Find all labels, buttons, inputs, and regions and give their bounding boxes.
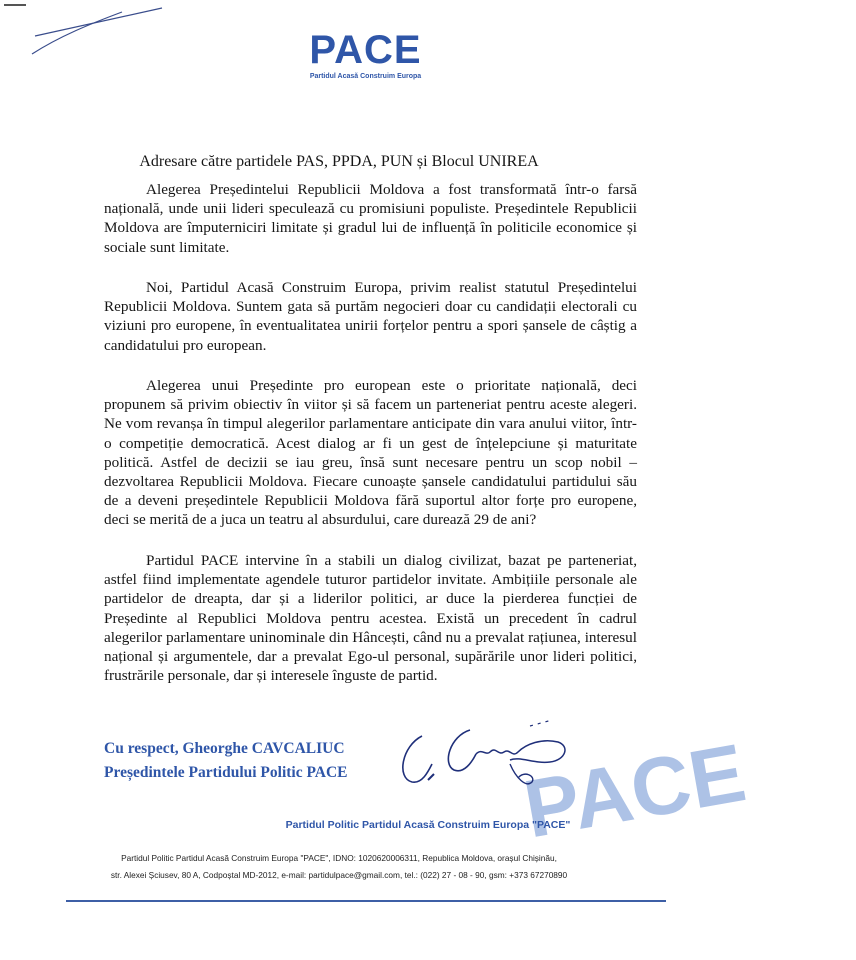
logo-abbr: PACE [309, 28, 422, 72]
closing-title: Președintele Partidului Politic PACE [104, 764, 348, 781]
paragraph-1: Alegerea Președintelui Republicii Moldova a fost transformată într-o farsă națională, unde unii lideri speculează cu promisiuni populiste. Președintele Republicii Moldova are împuterniciri limitate și gradul lui de influență în politicile economice și sociale sunt limitate. [104, 181, 637, 256]
signature [392, 708, 592, 798]
top-rule [4, 4, 26, 6]
paragraph-4: Partidul PACE intervine în a stabili un dialog civilizat, bazat pe parteneriat, astfel fiind implementate agendele tuturor partidelor invitate. Ambițiile personale ale partidelor de dreapta, dar și a liderilor politici, ar duce la pierderea funcției de Președinte al Republici Moldova pentru acestea. Există un precedent în cadrul alegerilor parlamentare uninominale din Hâncești, când nu a prevalat rațiunea, interesul național și argumentele, dar a prevalat Ego-ul personal, supărările unor lideri politici, frustrările personale, dar și interesele înguste de partid. [104, 552, 637, 685]
pen-stroke-mark [30, 6, 170, 61]
footer-contact: str. Alexei Șciusev, 80 A, Codpoștal MD-2012, e-mail: partidulpace@gmail.com, tel.: (022) 27 - 08 - 90, gsm: +373 67270890 [110, 870, 568, 880]
stamp-text: PACE [517, 727, 752, 856]
closing-greeting: Cu respect, Gheorghe CAVCALIUC [104, 740, 345, 757]
letter-title: Adresare către partidele PAS, PPDA, PUN și Blocul UNIREA [139, 153, 539, 170]
footer-registration: Partidul Politic Partidul Acasă Construim Europa "PACE", IDNO: 1020620006311, Republica Moldova, orașul Chișinău, [121, 853, 557, 863]
logo-full-name: Partidul Acasă Construim Europa [309, 73, 422, 80]
party-logo [298, 28, 433, 81]
footer-divider [66, 900, 666, 902]
paragraph-2: Noi, Partidul Acasă Construim Europa, privim realist statutul Președintelui Republicii Moldova. Suntem gata să purtăm negocieri doar cu candidații electorali cu viziuni pro europene, în eventualitatea unirii forțelor pentru a spori șansele de câștig a candidatului pro european. [104, 279, 637, 354]
footer-organization: Partidul Politic Partidul Acasă Construim Europa "PACE" [285, 819, 571, 831]
paragraph-3: Alegerea unui Președinte pro european este o prioritate națională, deci propunem să privim obiectiv în viitor și să facem un parteneriat pentru aceste alegeri. Ne vom revanșa în timpul alegerilor parlamentare anticipate din vara anului viitor, într-o competiție democratică. Acest dialog ar fi un gest de înțelepciune și maturitate politică. Astfel de decizii se iau greu, însă sunt necesare pentru un scop nobil – dezvoltarea Republicii Moldova. Fiecare cunoaște șansele candidatului partidului său de a deveni președintele Republicii Moldova fără suportul altor forțe pro europene, deci se merită de a juca un teatru al absurdului, care durează 29 de ani? [104, 377, 637, 529]
